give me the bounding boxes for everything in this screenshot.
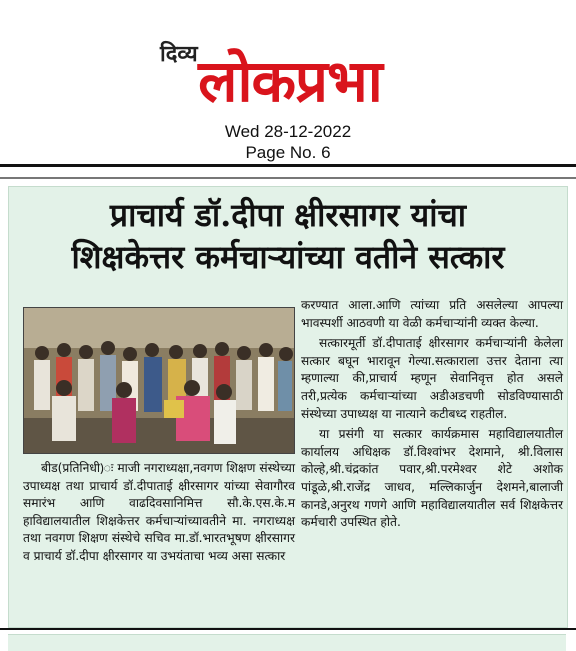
headline-line-2: शिक्षकेत्तर कर्मचाऱ्यांच्या वतीने सत्कार [71,238,505,276]
article-paragraph-attendees: या प्रसंगी या सत्कार कार्यक्रमास महाविद्यालयातील कार्यालय अधिक्षक डॉ.विश्वांभर देशमाने, श्री.विलास कोल्हे,श्री.चंद्रकांत पवार,श्री.परमेश्वर शेटे अशोक पांडूळे,श्री.राजेंद्र जाधव, मल्लिकार्जुन देशमने,बालाजी कानडे,अनुरथ गणगे आणि महाविद्यालयातील सर्व शिक्षकेत्तर कर्मचारी उपस्थित होते. [301,427,563,530]
next-article-strip [8,634,566,651]
brand-small-title: दिव्य [160,42,198,67]
article-clipping [8,186,568,628]
article-left-column [23,460,295,566]
page-number: Page No. 6 [245,143,331,162]
headline-line-1: प्राचार्य डॉ.दीपा क्षीरसागर यांचा [109,196,467,234]
masthead-divider-thin [0,177,576,179]
masthead [0,0,576,168]
bottom-divider [0,628,576,630]
article-paragraph-continued: करण्यात आला.आणि त्यांच्या प्रति असलेल्या आपल्या भावस्पर्शी आठवणी या वेळी कर्मचाऱ्यांनी व्यक्त केल्या. [301,298,563,330]
event-photo [23,307,295,454]
article-right-column [301,297,563,532]
brand-title: लोकप्रभा [198,47,382,115]
masthead-divider [0,164,576,167]
article-paragraph-intro: बीड(प्रतिनिधी)ः माजी नगराध्यक्षा,नवगण शिक्षण संस्थेच्या उपाध्यक्ष तथा प्राचार्य डॉ.दीपाताई क्षीरसागर यांच्या सेवागौरव समारंभ आणि वाढदिवसानिमित्त सौ.के.एस.के.म हाविद्यालयातील शिक्षकेत्तर कर्मचाऱ्यांच्यावतीने मा. नगराध्यक्ष तथा नवगण शिक्षण संस्थेचे सचिव मा.डॉ.भारतभूषण क्षीरसागर व प्राचार्य डॉ.दीपा क्षीरसागर या उभयंताचा भव्य असा सत्कार [23,461,295,563]
issue-date: Wed 28-12-2022 [224,122,352,141]
article-paragraph-response: सत्कारमूर्ती डॉ.दीपाताई क्षीरसागर कर्मचाऱ्यांनी केलेला सत्कार बघून भारावून गेल्या.सत्काराला उत्तर देताना त्या म्हणाल्या की,प्राचार्य म्हणून सेवानिवृत्त होत असले तरी,प्रत्येक कर्मचाऱ्यांच्या अडीअडचणी सोडविण्यासाठी संस्थेच्या उपाध्यक्ष या नात्याने कटीबध्द राहतील. [301,336,563,421]
